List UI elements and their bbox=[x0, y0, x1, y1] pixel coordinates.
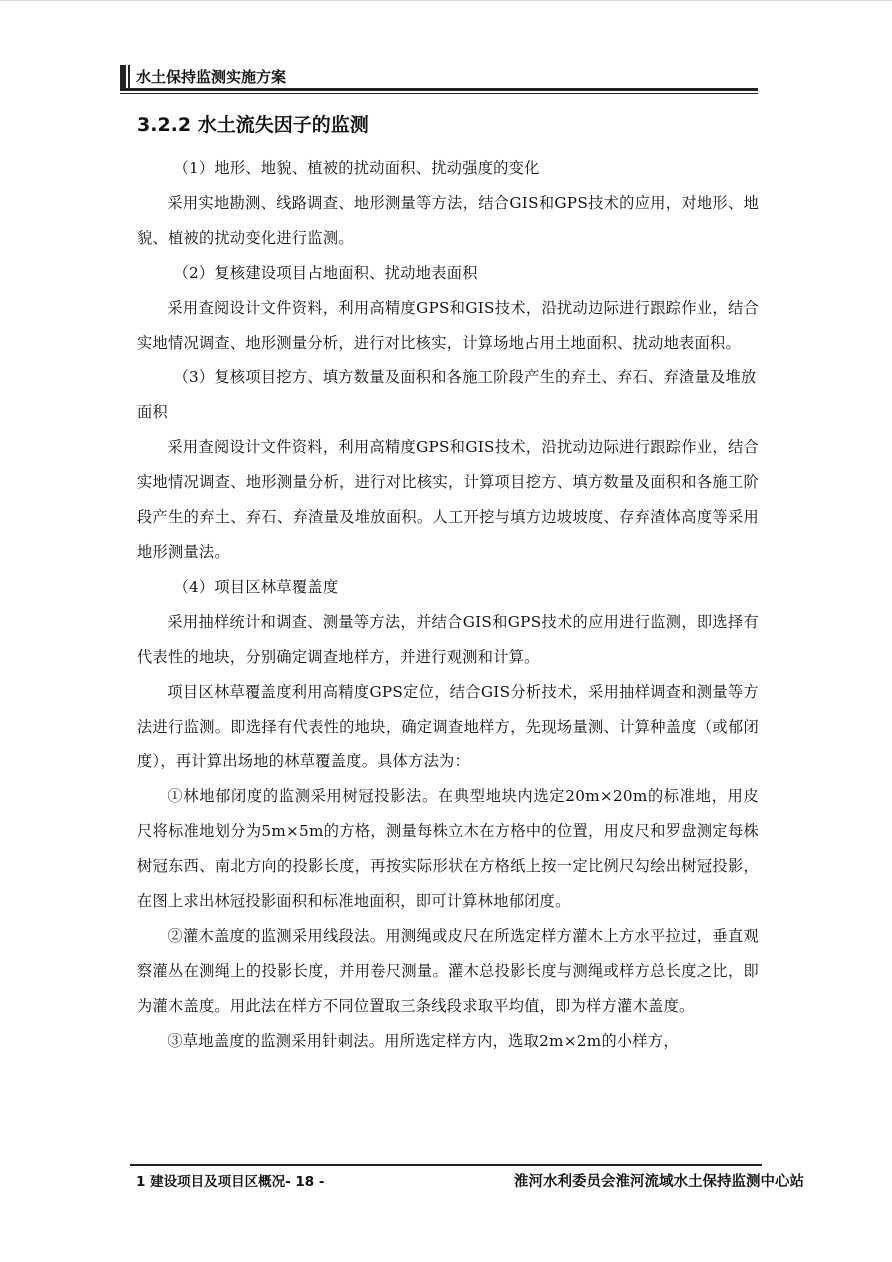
footer-organization: 淮河水利委员会淮河流域水土保持监测中心站 bbox=[514, 1174, 804, 1190]
paragraph-shrub-method: ②灌木盖度的监测采用线段法。用测绳或皮尺在所选定样方灌木上方水平拉过，垂直观察灌丛在测绳上的投影长度，并用卷尺测量。灌木总投影长度与测绳或样方总长度之比，即为灌木盖度。用此法在样方不同位置取三条线段求取平均值，即为样方灌木盖度。 bbox=[137, 926, 759, 1015]
header-bar-mark-thin bbox=[128, 65, 130, 89]
paragraph-1: 采用实地勘测、线路调查、地形测量等方法，结合GIS和GPS技术的应用，对地形、地貌、植被的扰动变化进行监测。 bbox=[137, 193, 759, 247]
paragraph-grass-method: ③草地盖度的监测采用针刺法。用所选定样方内，选取2m×2m的小样方， bbox=[167, 1031, 679, 1050]
document-body bbox=[137, 109, 759, 1059]
footer-rule bbox=[130, 1164, 762, 1166]
header-rule-thick bbox=[120, 88, 758, 91]
paragraph-4: 采用抽样统计和调查、测量等方法，并结合GIS和GPS技术的应用进行监测，即选择有代表性的地块，分别确定调查地样方，并进行观测和计算。 bbox=[137, 612, 759, 666]
section-title: 3.2.2 水土流失因子的监测 bbox=[137, 114, 369, 136]
subheading-4: （4）项目区林草覆盖度 bbox=[173, 577, 339, 596]
paragraph-canopy-method: ①林地郁闭度的监测采用树冠投影法。在典型地块内选定20m×20m的标准地，用皮尺将标准地划分为5m×5m的方格，测量每株立木在方格中的位置，用皮尺和罗盘测定每株树冠东西、南北方向的投影长度，再按实际形状在方格纸上按一定比例尺勾绘出树冠投影，在图上求出林冠投影面积和标准地面积，即可计算林地郁闭度。 bbox=[137, 787, 759, 911]
header-bar-mark bbox=[120, 65, 126, 89]
paragraph-5: 项目区林草覆盖度利用高精度GPS定位，结合GIS分析技术，采用抽样调查和测量等方法进行监测。即选择有代表性的地块，确定调查地样方，先现场量测、计算种盖度（或郁闭度），再计算出场地的林草覆盖度。具体方法为： bbox=[137, 682, 759, 771]
header-rule-thin bbox=[120, 93, 758, 94]
paragraph-3: 采用查阅设计文件资料，利用高精度GPS和GIS技术，沿扰动边际进行跟踪作业，结合实地情况调查、地形测量分析，进行对比核实，计算项目挖方、填方数量及面积和各施工阶段产生的弃土、弃石、弃渣量及堆放面积。人工开挖与填方边坡坡度、存弃渣体高度等采用地形测量法。 bbox=[137, 438, 759, 561]
page-header bbox=[120, 63, 758, 91]
paragraph-2: 采用查阅设计文件资料，利用高精度GPS和GIS技术，沿扰动边际进行跟踪作业，结合实地情况调查、地形测量分析，进行对比核实，计算场地占用土地面积、扰动地表面积。 bbox=[137, 298, 759, 352]
subheading-1: （1）地形、地貌、植被的扰动面积、扰动强度的变化 bbox=[173, 159, 540, 177]
subheading-3: （3）复核项目挖方、填方数量及面积和各施工阶段产生的弃土、弃石、弃渣量及堆放面积 bbox=[137, 368, 757, 422]
subheading-2: （2）复核建设项目占地面积、扰动地表面积 bbox=[173, 263, 478, 282]
header-title: 水土保持监测实施方案 bbox=[136, 68, 287, 86]
footer-chapter-page: 1 建设项目及项目区概况- 18 - bbox=[136, 1174, 325, 1190]
